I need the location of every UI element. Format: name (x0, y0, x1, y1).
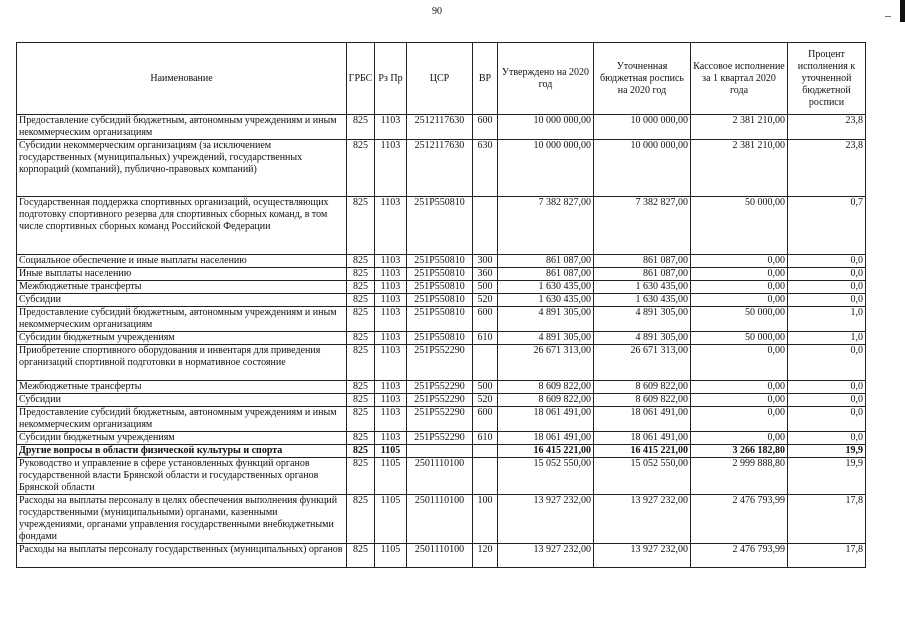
row-vr: 600 (473, 115, 498, 140)
row-refined: 8 609 822,00 (594, 394, 691, 407)
row-rzpr: 1103 (375, 140, 407, 197)
row-refined: 13 927 232,00 (594, 495, 691, 544)
table-row (17, 381, 866, 394)
table-row (17, 281, 866, 294)
row-percent: 0,0 (788, 394, 866, 407)
row-approved: 16 415 221,00 (498, 445, 594, 458)
header-name: Наименование (17, 43, 347, 115)
row-rzpr: 1105 (375, 495, 407, 544)
table-row (17, 115, 866, 140)
row-refined: 861 087,00 (594, 255, 691, 268)
row-cash: 0,00 (691, 268, 788, 281)
row-approved: 4 891 305,00 (498, 307, 594, 332)
row-rzpr: 1103 (375, 307, 407, 332)
row-vr: 100 (473, 495, 498, 544)
table-row (17, 458, 866, 495)
table-row (17, 307, 866, 332)
header-cash: Кассовое исполнение за 1 квартал 2020 года (691, 43, 788, 115)
row-percent: 17,8 (788, 544, 866, 568)
row-grbs: 825 (347, 307, 375, 332)
row-refined: 4 891 305,00 (594, 332, 691, 345)
row-grbs: 825 (347, 458, 375, 495)
row-csr: 251P550810 (407, 281, 473, 294)
row-approved: 26 671 313,00 (498, 345, 594, 381)
row-approved: 15 052 550,00 (498, 458, 594, 495)
header-csr: ЦСР (407, 43, 473, 115)
row-grbs: 825 (347, 281, 375, 294)
row-vr: 600 (473, 307, 498, 332)
row-vr: 300 (473, 255, 498, 268)
row-approved: 861 087,00 (498, 268, 594, 281)
row-rzpr: 1103 (375, 332, 407, 345)
table-row (17, 255, 866, 268)
row-cash: 50 000,00 (691, 197, 788, 255)
header-approved: Утверждено на 2020 год (498, 43, 594, 115)
row-refined: 8 609 822,00 (594, 381, 691, 394)
row-refined: 1 630 435,00 (594, 294, 691, 307)
row-vr: 610 (473, 432, 498, 445)
row-grbs: 825 (347, 345, 375, 381)
row-vr (473, 345, 498, 381)
row-rzpr: 1103 (375, 197, 407, 255)
row-refined: 10 000 000,00 (594, 115, 691, 140)
row-cash: 2 381 210,00 (691, 115, 788, 140)
header-percent: Процент исполнения к уточненной бюджетной росписи (788, 43, 866, 115)
row-approved: 18 061 491,00 (498, 432, 594, 445)
row-refined: 4 891 305,00 (594, 307, 691, 332)
row-approved: 8 609 822,00 (498, 381, 594, 394)
row-refined: 18 061 491,00 (594, 407, 691, 432)
table-row (17, 544, 866, 568)
row-percent: 0,0 (788, 268, 866, 281)
row-rzpr: 1103 (375, 381, 407, 394)
header-vr: ВР (473, 43, 498, 115)
row-vr: 120 (473, 544, 498, 568)
row-rzpr: 1103 (375, 115, 407, 140)
row-percent: 0,0 (788, 281, 866, 294)
row-rzpr: 1105 (375, 445, 407, 458)
row-csr: 251P550810 (407, 307, 473, 332)
table-row (17, 432, 866, 445)
row-approved: 1 630 435,00 (498, 281, 594, 294)
row-refined: 13 927 232,00 (594, 544, 691, 568)
row-approved: 7 382 827,00 (498, 197, 594, 255)
row-grbs: 825 (347, 197, 375, 255)
row-name: Предоставление субсидий бюджетным, автономным учреждениям и иным некоммерческим организациям (17, 307, 347, 332)
row-csr: 2501110100 (407, 495, 473, 544)
row-csr: 251P550810 (407, 255, 473, 268)
row-vr (473, 445, 498, 458)
row-approved: 861 087,00 (498, 255, 594, 268)
row-refined: 10 000 000,00 (594, 140, 691, 197)
row-percent: 0,0 (788, 432, 866, 445)
table-body (17, 115, 866, 568)
row-approved: 4 891 305,00 (498, 332, 594, 345)
row-percent: 17,8 (788, 495, 866, 544)
header-grbs: ГРБС (347, 43, 375, 115)
row-percent: 1,0 (788, 332, 866, 345)
row-percent: 0,0 (788, 294, 866, 307)
table-row (17, 407, 866, 432)
row-name: Расходы на выплаты персоналу в целях обеспечения выполнения функций государственными (муниципальными) органами, казенными учреждениями, органами управления государственными внебюджетными фондами (17, 495, 347, 544)
row-refined: 26 671 313,00 (594, 345, 691, 381)
row-name: Межбюджетные трансферты (17, 381, 347, 394)
row-percent: 0,7 (788, 197, 866, 255)
row-rzpr: 1103 (375, 345, 407, 381)
row-rzpr: 1105 (375, 544, 407, 568)
row-grbs: 825 (347, 332, 375, 345)
row-cash: 0,00 (691, 381, 788, 394)
row-csr: 2501110100 (407, 544, 473, 568)
row-grbs: 825 (347, 381, 375, 394)
page-number: 90 (432, 6, 442, 17)
row-csr: 2501110100 (407, 458, 473, 495)
row-grbs: 825 (347, 115, 375, 140)
row-approved: 13 927 232,00 (498, 495, 594, 544)
row-name: Предоставление субсидий бюджетным, автономным учреждениям и иным некоммерческим организациям (17, 407, 347, 432)
row-approved: 13 927 232,00 (498, 544, 594, 568)
row-rzpr: 1103 (375, 268, 407, 281)
row-grbs: 825 (347, 255, 375, 268)
row-vr: 630 (473, 140, 498, 197)
row-refined: 7 382 827,00 (594, 197, 691, 255)
row-vr: 610 (473, 332, 498, 345)
header-refined: Уточненная бюджетная роспись на 2020 год (594, 43, 691, 115)
table-row (17, 445, 866, 458)
row-name: Субсидии (17, 294, 347, 307)
row-name: Субсидии некоммерческим организациям (за исключением государственных (муниципальных) учреждений, государственных корпораций (компаний), публично-правовых компаний) (17, 140, 347, 197)
row-csr: 251P550810 (407, 332, 473, 345)
row-vr (473, 197, 498, 255)
row-name: Иные выплаты населению (17, 268, 347, 281)
row-rzpr: 1103 (375, 432, 407, 445)
row-refined: 1 630 435,00 (594, 281, 691, 294)
row-refined: 861 087,00 (594, 268, 691, 281)
row-vr: 520 (473, 294, 498, 307)
row-percent: 19,9 (788, 458, 866, 495)
row-name: Предоставление субсидий бюджетным, автономным учреждениям и иным некоммерческим организациям (17, 115, 347, 140)
row-grbs: 825 (347, 544, 375, 568)
row-cash: 0,00 (691, 394, 788, 407)
row-vr: 360 (473, 268, 498, 281)
row-name: Другие вопросы в области физической культуры и спорта (17, 445, 347, 458)
header-rzpr: Рз Пр (375, 43, 407, 115)
row-csr: 251P550810 (407, 197, 473, 255)
row-rzpr: 1103 (375, 407, 407, 432)
budget-table (16, 42, 866, 568)
row-name: Расходы на выплаты персоналу государственных (муниципальных) органов (17, 544, 347, 568)
row-rzpr: 1103 (375, 255, 407, 268)
row-refined: 18 061 491,00 (594, 432, 691, 445)
row-csr: 251P550810 (407, 294, 473, 307)
row-cash: 2 999 888,80 (691, 458, 788, 495)
table-row (17, 332, 866, 345)
row-approved: 18 061 491,00 (498, 407, 594, 432)
table-row (17, 268, 866, 281)
row-name: Приобретение спортивного оборудования и инвентаря для приведения организаций спортивной подготовки в нормативное состояние (17, 345, 347, 381)
row-vr (473, 458, 498, 495)
row-vr: 500 (473, 381, 498, 394)
row-cash: 3 266 182,80 (691, 445, 788, 458)
row-csr: 2512117630 (407, 115, 473, 140)
row-csr: 251P552290 (407, 345, 473, 381)
row-cash: 0,00 (691, 281, 788, 294)
scan-dash-mark (885, 16, 891, 17)
row-grbs: 825 (347, 294, 375, 307)
row-cash: 2 381 210,00 (691, 140, 788, 197)
row-cash: 0,00 (691, 432, 788, 445)
row-percent: 23,8 (788, 115, 866, 140)
row-csr: 251P552290 (407, 381, 473, 394)
row-approved: 10 000 000,00 (498, 115, 594, 140)
row-name: Субсидии (17, 394, 347, 407)
row-csr: 251P552290 (407, 432, 473, 445)
row-vr: 500 (473, 281, 498, 294)
row-csr: 251P552290 (407, 407, 473, 432)
row-csr: 2512117630 (407, 140, 473, 197)
row-name: Субсидии бюджетным учреждениям (17, 332, 347, 345)
row-approved: 1 630 435,00 (498, 294, 594, 307)
row-refined: 16 415 221,00 (594, 445, 691, 458)
row-csr (407, 445, 473, 458)
row-rzpr: 1103 (375, 294, 407, 307)
row-vr: 520 (473, 394, 498, 407)
table-row (17, 197, 866, 255)
row-grbs: 825 (347, 445, 375, 458)
row-percent: 0,0 (788, 345, 866, 381)
row-cash: 2 476 793,99 (691, 495, 788, 544)
row-name: Государственная поддержка спортивных организаций, осуществляющих подготовку спортивного резерва для спортивных сборных команд, в том числе спортивных сборных команд Российской Федерации (17, 197, 347, 255)
row-cash: 0,00 (691, 294, 788, 307)
row-refined: 15 052 550,00 (594, 458, 691, 495)
row-percent: 23,8 (788, 140, 866, 197)
row-cash: 50 000,00 (691, 307, 788, 332)
row-percent: 0,0 (788, 381, 866, 394)
row-grbs: 825 (347, 140, 375, 197)
row-name: Социальное обеспечение и иные выплаты населению (17, 255, 347, 268)
row-cash: 0,00 (691, 407, 788, 432)
scan-edge-mark (900, 0, 905, 22)
row-percent: 19,9 (788, 445, 866, 458)
row-cash: 50 000,00 (691, 332, 788, 345)
row-name: Межбюджетные трансферты (17, 281, 347, 294)
header-row (17, 43, 866, 115)
row-rzpr: 1103 (375, 281, 407, 294)
table-row (17, 294, 866, 307)
row-name: Руководство и управление в сфере установленных функций органов государственной власти Брянской области и государственных органов Брянской области (17, 458, 347, 495)
row-grbs: 825 (347, 407, 375, 432)
row-rzpr: 1105 (375, 458, 407, 495)
table-row (17, 495, 866, 544)
row-csr: 251P552290 (407, 394, 473, 407)
row-cash: 0,00 (691, 255, 788, 268)
table-row (17, 394, 866, 407)
table-row (17, 140, 866, 197)
row-grbs: 825 (347, 495, 375, 544)
row-percent: 0,0 (788, 255, 866, 268)
row-rzpr: 1103 (375, 394, 407, 407)
row-cash: 2 476 793,99 (691, 544, 788, 568)
row-name: Субсидии бюджетным учреждениям (17, 432, 347, 445)
row-approved: 8 609 822,00 (498, 394, 594, 407)
row-approved: 10 000 000,00 (498, 140, 594, 197)
row-percent: 0,0 (788, 407, 866, 432)
row-cash: 0,00 (691, 345, 788, 381)
table-row (17, 345, 866, 381)
row-csr: 251P550810 (407, 268, 473, 281)
row-grbs: 825 (347, 268, 375, 281)
row-percent: 1,0 (788, 307, 866, 332)
row-grbs: 825 (347, 432, 375, 445)
row-vr: 600 (473, 407, 498, 432)
row-grbs: 825 (347, 394, 375, 407)
